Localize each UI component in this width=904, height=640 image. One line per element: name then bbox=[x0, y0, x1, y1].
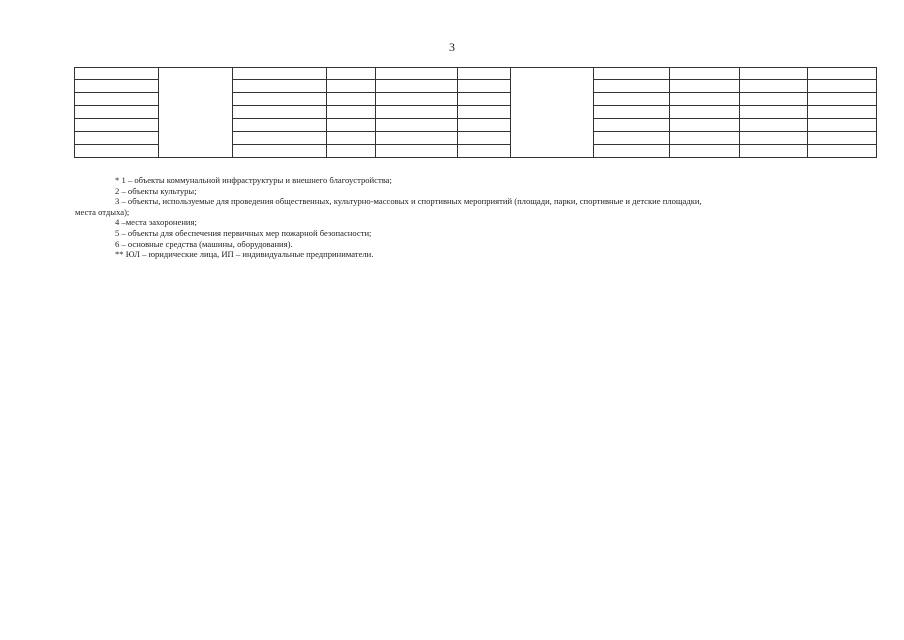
footnote-1: * 1 – объекты коммунальной инфраструктуры и внешнего благоустройства; bbox=[115, 175, 392, 185]
empty-table bbox=[74, 67, 880, 161]
page-number: 3 bbox=[449, 40, 455, 54]
footnote-legal-entities: ** ЮЛ – юридические лица, ИП – индивидуальные предприниматели. bbox=[115, 249, 374, 260]
footnote-3: 3 – объекты, используемые для проведения общественных, культурно-массовых и спортивных мероприятий (площади, парки, спортивные и детские площадки, bbox=[115, 196, 702, 207]
footnote-2: 2 – объекты культуры; bbox=[115, 185, 197, 196]
footnotes bbox=[75, 175, 867, 260]
footnote-5: 5 – объекты для обеспечения первичных мер пожарной безопасности; bbox=[115, 227, 372, 238]
footnote-3-continued: места отдыха); bbox=[75, 206, 130, 217]
footnote-4: 4 –места захоронения; bbox=[115, 217, 197, 228]
footnote-6: 6 – основные средства (машины, оборудования). bbox=[115, 238, 293, 249]
